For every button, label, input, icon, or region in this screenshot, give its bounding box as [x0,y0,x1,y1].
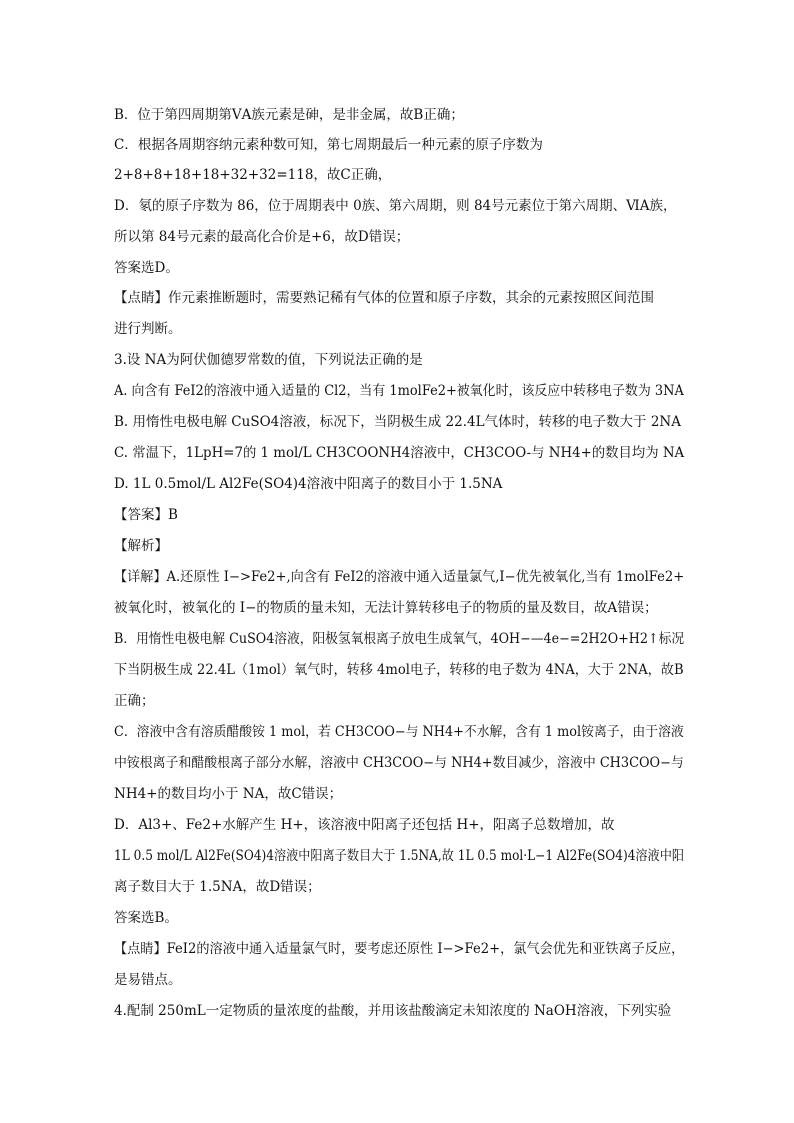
question-title: 3.设 NA为阿伏伽德罗常数的值，下列说法正确的是 [114,352,423,368]
text-line: 【点睛】作元素推断题时，需要熟记稀有气体的位置和原子序数，其余的元素按照区间范围 [114,290,654,306]
option-b: B. 用惰性电极电解 CuSO4溶液，标况下，当阴极生成 22.4L气体时，转移的电子数大于 2NA [114,414,681,430]
text-line: 1L 0.5 mol/L Al2Fe(SO4)4溶液中阳离子数目大于 1.5NA,故 1L 0.5 mol·L−1 Al2Fe(SO4)4溶液中阳 [114,848,684,864]
text-line: 中铵根离子和醋酸根离子部分水解，溶液中 CH3COO−与 NH4+数目减少，溶液中 CH3COO−与 [114,755,684,771]
text-line: 进行判断。 [114,321,182,337]
text-line: 答案选D。 [114,260,179,276]
text-line: 所以第 84号元素的最高化合价是+6，故D错误； [114,229,410,245]
option-c: C. 常温下，1LpH=7的 1 mol/L CH3COONH4溶液中，CH3COO-与 NH4+的数目均为 NA [114,445,685,461]
option-a: A. 向含有 FeI2的溶液中通入适量的 Cl2，当有 1molFe2+被氧化时，该反应中转移电子数为 3NA [114,383,684,399]
text-line: 正确； [114,693,155,709]
answer-label: 【答案】B [114,507,178,523]
text-line: C．根据各周期容纳元素种数可知，第七周期最后一种元素的原子序数为 [114,137,543,153]
text-line: 答案选B。 [114,910,178,926]
text-line: 是易错点。 [114,972,182,988]
text-line: C．溶液中含有溶质醋酸铵 1 mol，若 CH3COO−与 NH4+不水解，含有 1 mol铵离子，由于溶液 [114,724,684,740]
text-line: 被氧化时，被氧化的 I−的物质的量未知，无法计算转移电子的物质的量及数目，故A错误； [114,600,658,616]
analysis-label: 【解析】 [114,538,168,554]
text-line: 下当阴极生成 22.4L（1mol）氧气时，转移 4mol电子，转移的电子数为 4NA，大于 2NA，故B [114,662,684,678]
text-line: B．位于第四周期第ⅤA族元素是砷，是非金属，故B正确； [114,107,464,123]
text-line: 2+8+8+18+18+32+32=118，故C正确， [114,167,392,183]
text-line: 离子数目大于 1.5NA，故D错误； [114,879,321,895]
text-line: 【详解】A.还原性 I−>Fe2+,向含有 FeI2的溶液中通入适量氯气,I−优先被氧化,当有 1molFe2+ [114,569,685,585]
text-line: B．用惰性电极电解 CuSO4溶液，阳极氢氧根离子放电生成氧气，4OH−—4e−=2H2O+H2↑标况 [114,631,685,647]
text-line: D．氡的原子序数为 86，位于周期表中 0族、第六周期，则 84号元素位于第六周期、ⅥA族， [114,198,677,214]
question-title: 4.配制 250mL一定物质的量浓度的盐酸，并用该盐酸滴定未知浓度的 NaOH溶液，下列实验 [114,1003,672,1019]
text-line: NH4+的数目均小于 NA，故C错误； [114,786,343,802]
option-d: D. 1L 0.5mol/L Al2Fe(SO4)4溶液中阳离子的数目小于 1.5NA [114,476,503,492]
text-line: D．Al3+、Fe2+水解产生 H+，该溶液中阳离子还包括 H+，阳离子总数增加，故 [114,817,615,833]
text-line: 【点睛】FeI2的溶液中通入适量氯气时，要考虑还原性 I−>Fe2+，氯气会优先和亚铁离子反应， [114,941,685,957]
